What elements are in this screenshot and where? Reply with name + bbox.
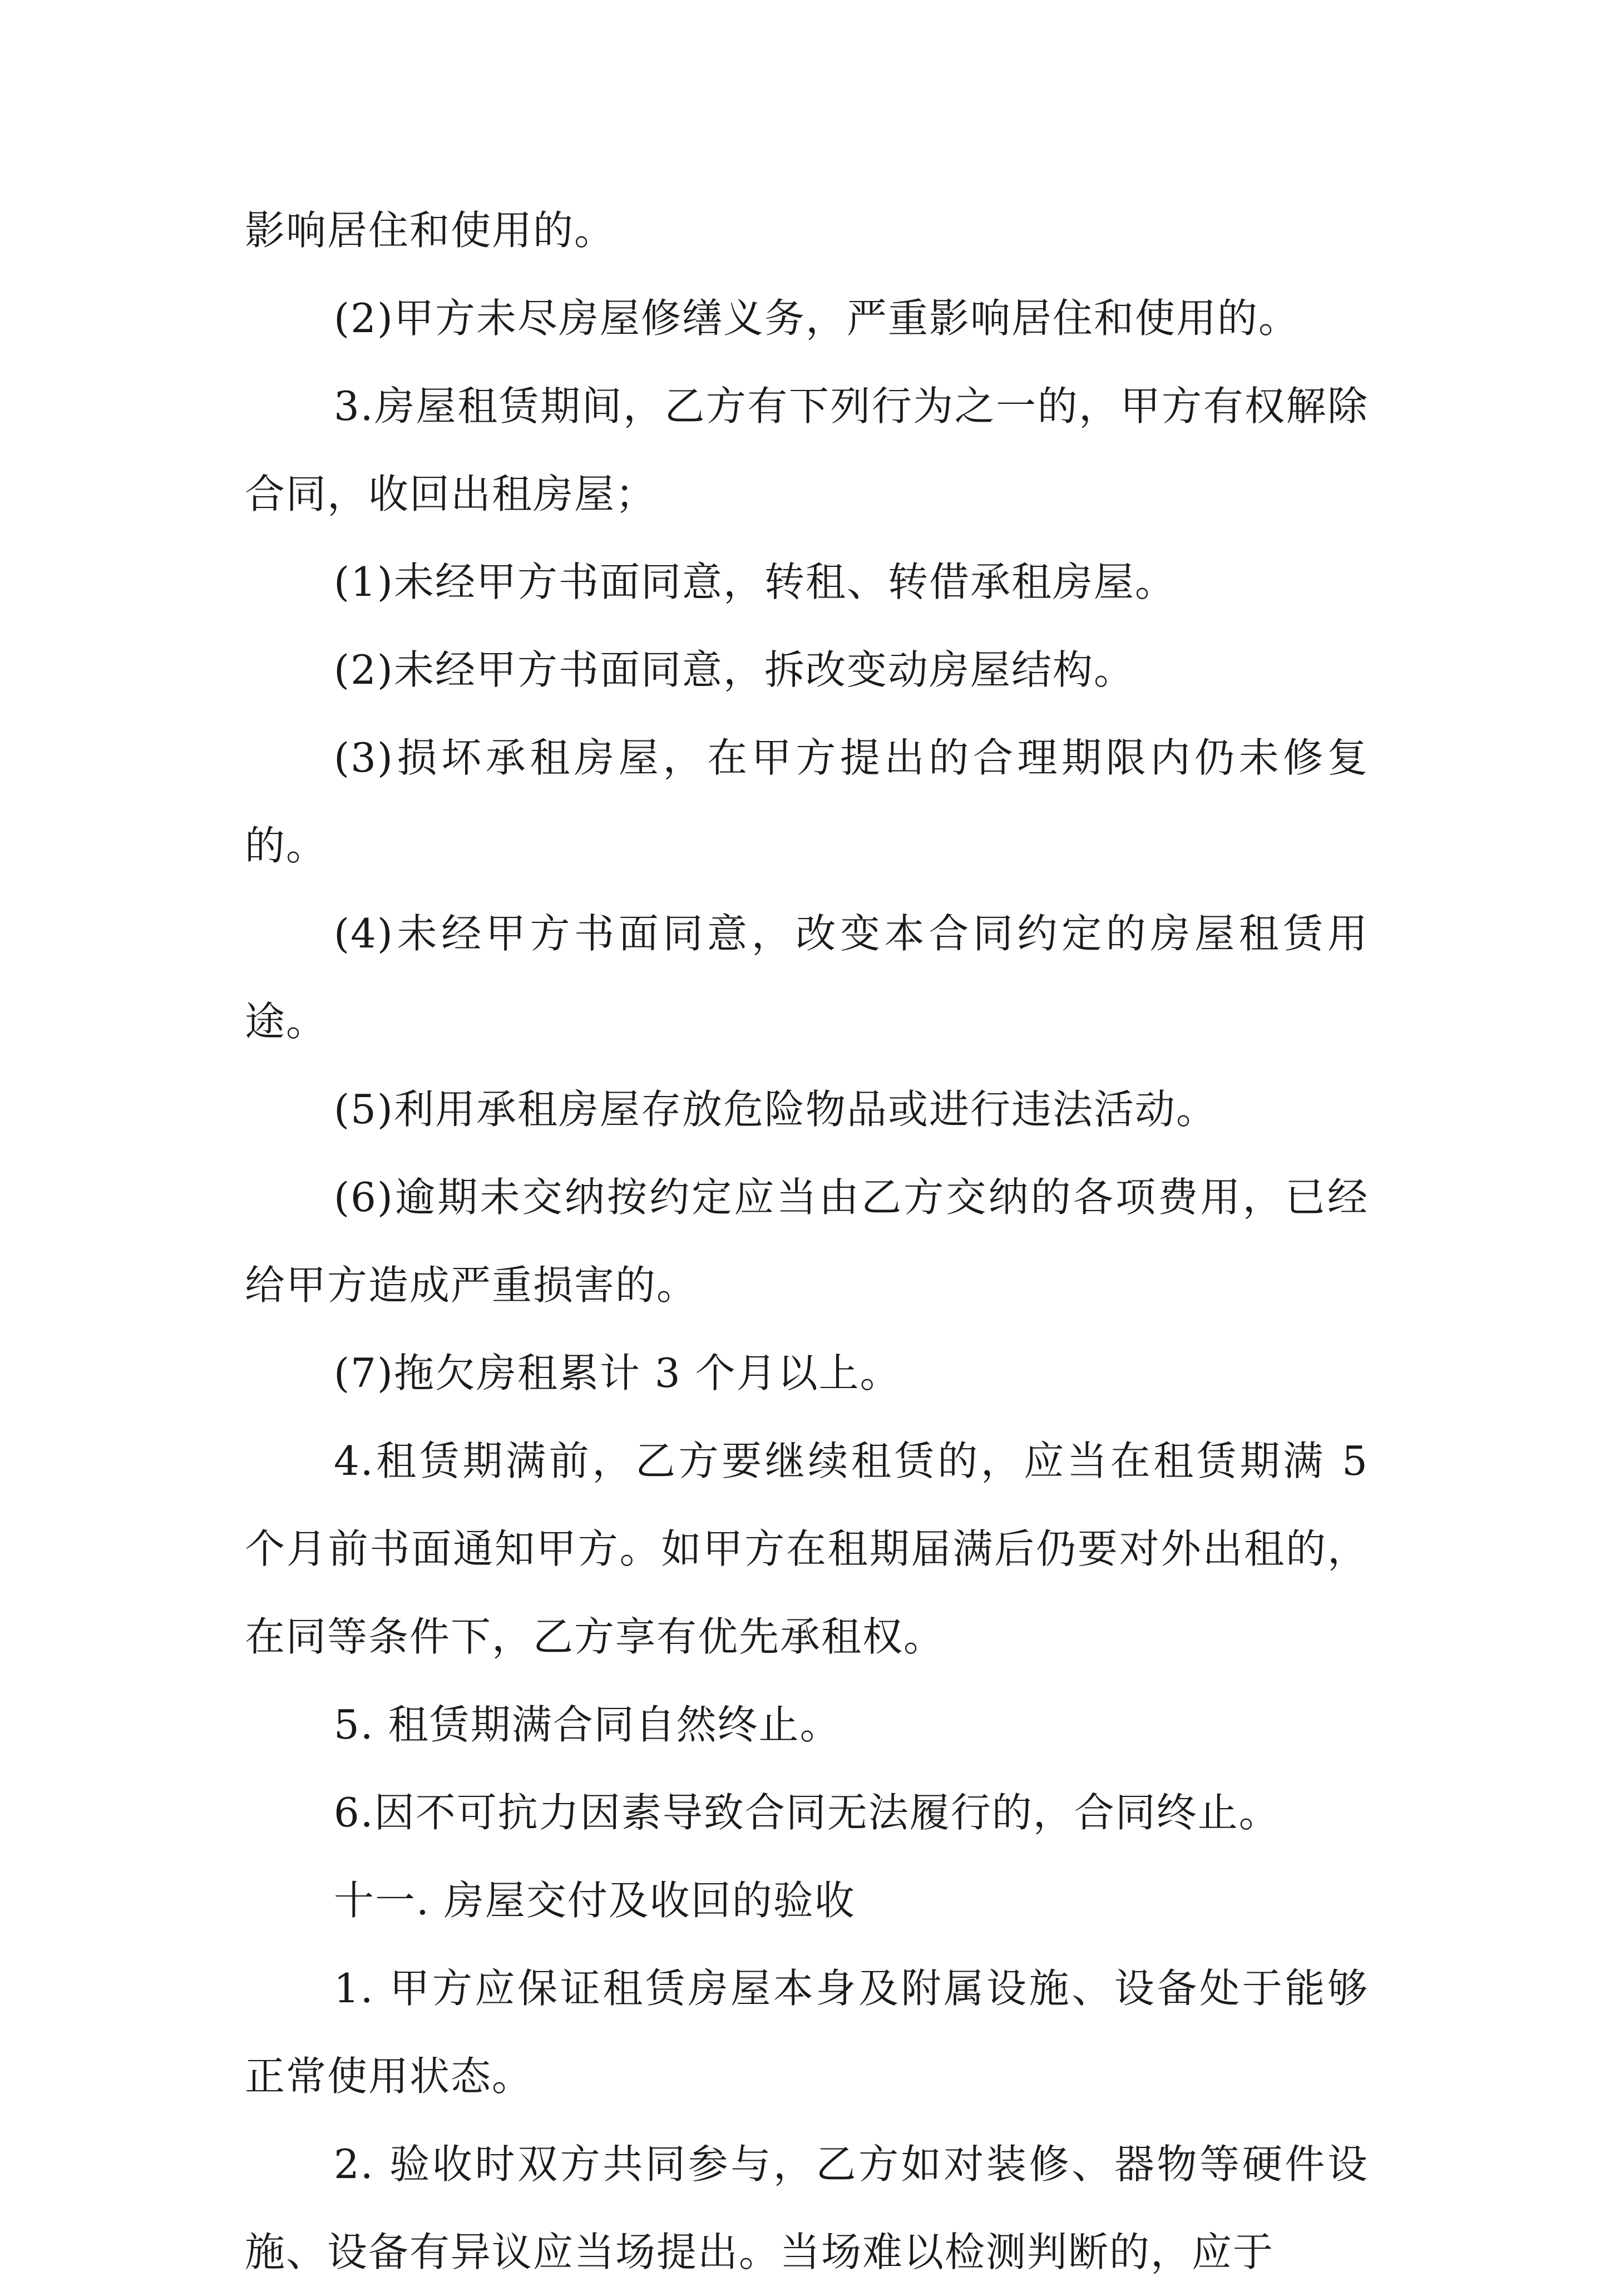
paragraph-item-1: (1)未经甲方书面同意，转租、转借承租房屋。 xyxy=(334,559,1176,605)
paragraph-clause-3: 3.房屋租赁期间，乙方有下列行为之一的，甲方有权解除合同，收回出租房屋； xyxy=(245,383,1369,517)
paragraph-clause-4: 4.租赁期满前，乙方要继续租赁的，应当在租赁期满 5 个月前书面通知甲方。如甲方在租期届满后仍要对外出租的，在同等条件下，乙方享有优先承租权。 xyxy=(245,1438,1369,1660)
paragraph-section11-item-2: 2. 验收时双方共同参与，乙方如对装修、器物等硬件设施、设备有异议应当场提出。当场难以检测判断的，应于 xyxy=(245,2141,1369,2275)
document-body xyxy=(245,186,1369,2296)
paragraph-item-4: (4)未经甲方书面同意，改变本合同约定的房屋租赁用途。 xyxy=(245,910,1369,1045)
section-heading-11: 十一. 房屋交付及收回的验收 xyxy=(334,1877,856,1924)
paragraph-item-3: (3)损坏承租房屋，在甲方提出的合理期限内仍未修复的。 xyxy=(245,734,1369,869)
paragraph-continuation: 影响居住和使用的。 xyxy=(245,207,616,254)
paragraph-item-2: (2)甲方未尽房屋修缮义务，严重影响居住和使用的。 xyxy=(334,295,1300,342)
paragraph-section11-item-1: 1. 甲方应保证租赁房屋本身及附属设施、设备处于能够正常使用状态。 xyxy=(245,1965,1369,2100)
paragraph-clause-6: 6.因不可抗力因素导致合同无法履行的，合同终止。 xyxy=(334,1789,1280,1836)
paragraph-item-5: (5)利用承租房屋存放危险物品或进行违法活动。 xyxy=(334,1086,1217,1133)
paragraph-item-6: (6)逾期未交纳按约定应当由乙方交纳的各项费用，已经给甲方造成严重损害的。 xyxy=(245,1174,1369,1309)
paragraph-clause-5: 5. 租赁期满合同自然终止。 xyxy=(334,1701,841,1748)
paragraph-item-7: (7)拖欠房租累计 3 个月以上。 xyxy=(334,1350,901,1396)
paragraph-item-2b: (2)未经甲方书面同意，拆改变动房屋结构。 xyxy=(334,646,1135,693)
